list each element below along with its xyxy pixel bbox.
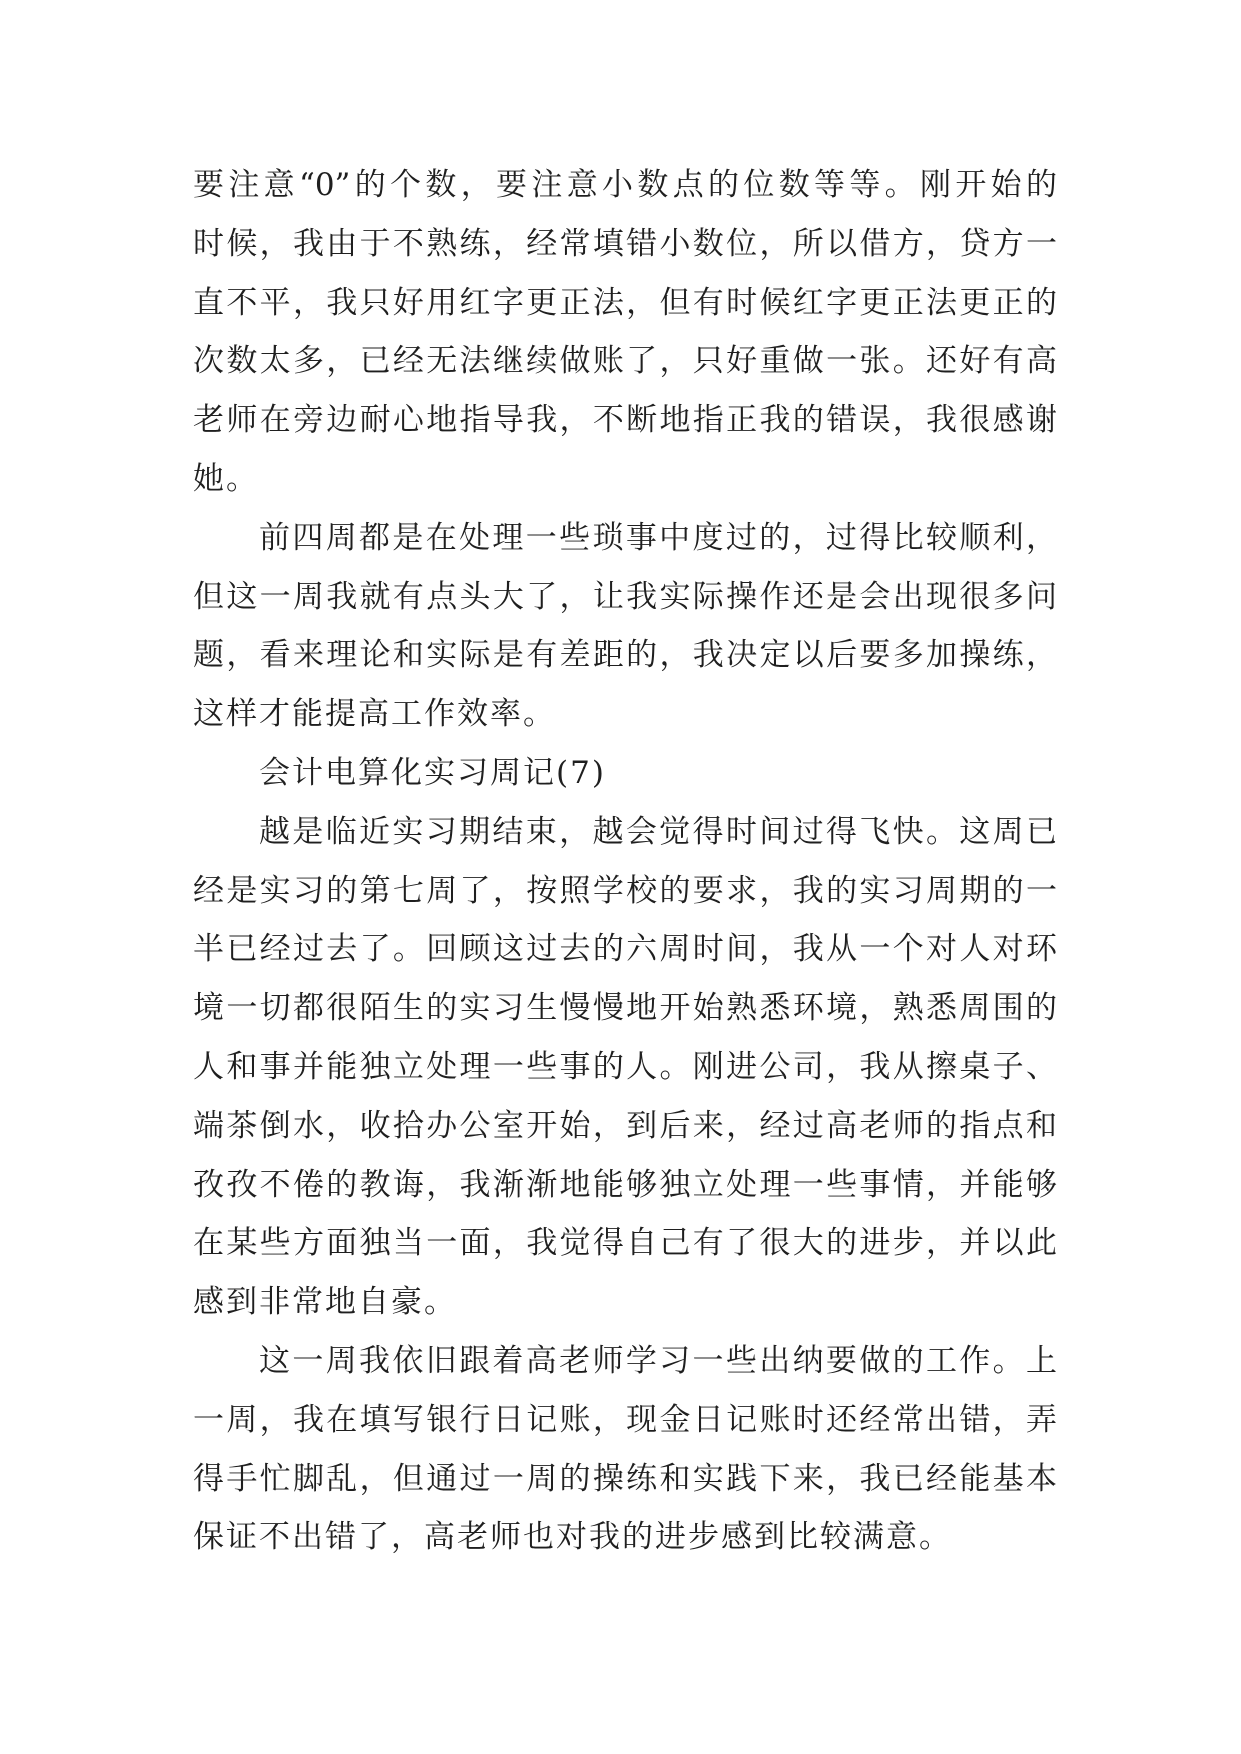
text-line: 她。 <box>193 460 259 497</box>
text-line: 经是实习的第七周了，按照学校的要求，我的实习周期的一 <box>193 872 1057 909</box>
section-heading-text: 会计电算化实习周记(7) <box>259 754 606 791</box>
text-line: 要注意“0”的个数，要注意小数点的位数等等。刚开始的 <box>193 167 1057 203</box>
paragraph <box>193 509 1057 744</box>
text-line: 这一周我依旧跟着高老师学习一些出纳要做的工作。上 <box>259 1342 1057 1379</box>
text-line: 但这一周我就有点头大了，让我实际操作还是会出现很多问 <box>193 578 1057 615</box>
text-line: 端茶倒水，收拾办公室开始，到后来，经过高老师的指点和 <box>193 1107 1057 1144</box>
text-line: 题，看来理论和实际是有差距的，我决定以后要多加操练， <box>193 637 1057 674</box>
text-line: 老师在旁边耐心地指导我，不断地指正我的错误，我很感谢 <box>193 402 1057 439</box>
paragraph <box>193 803 1057 1332</box>
text-line: 前四周都是在处理一些琐事中度过的，过得比较顺利， <box>259 519 1057 556</box>
text-line: 越是临近实习期结束，越会觉得时间过得飞快。这周已 <box>259 813 1057 850</box>
text-line: 境一切都很陌生的实习生慢慢地开始熟悉环境，熟悉周围的 <box>193 990 1057 1027</box>
text-line: 孜孜不倦的教诲，我渐渐地能够独立处理一些事情，并能够 <box>193 1166 1057 1203</box>
text-line: 次数太多，已经无法继续做账了，只好重做一张。还好有高 <box>193 343 1057 380</box>
text-line: 这样才能提高工作效率。 <box>193 696 556 733</box>
paragraph <box>193 1332 1057 1567</box>
text-line: 时候，我由于不熟练，经常填错小数位，所以借方，贷方一 <box>193 225 1057 262</box>
text-line: 感到非常地自豪。 <box>193 1284 457 1321</box>
text-line: 保证不出错了，高老师也对我的进步感到比较满意。 <box>193 1519 952 1556</box>
text-line: 得手忙脚乱，但通过一周的操练和实践下来，我已经能基本 <box>193 1460 1057 1497</box>
section-heading <box>193 744 1057 803</box>
text-line: 半已经过去了。回顾这过去的六周时间，我从一个对人对环 <box>193 931 1057 968</box>
text-line: 直不平，我只好用红字更正法，但有时候红字更正法更正的 <box>193 284 1057 321</box>
document-body <box>193 156 1057 1567</box>
text-line: 一周，我在填写银行日记账，现金日记账时还经常出错，弄 <box>193 1401 1057 1438</box>
paragraph-continued <box>193 156 1057 509</box>
text-line: 人和事并能独立处理一些事的人。刚进公司，我从擦桌子、 <box>193 1048 1057 1085</box>
text-line: 在某些方面独当一面，我觉得自己有了很大的进步，并以此 <box>193 1225 1057 1262</box>
